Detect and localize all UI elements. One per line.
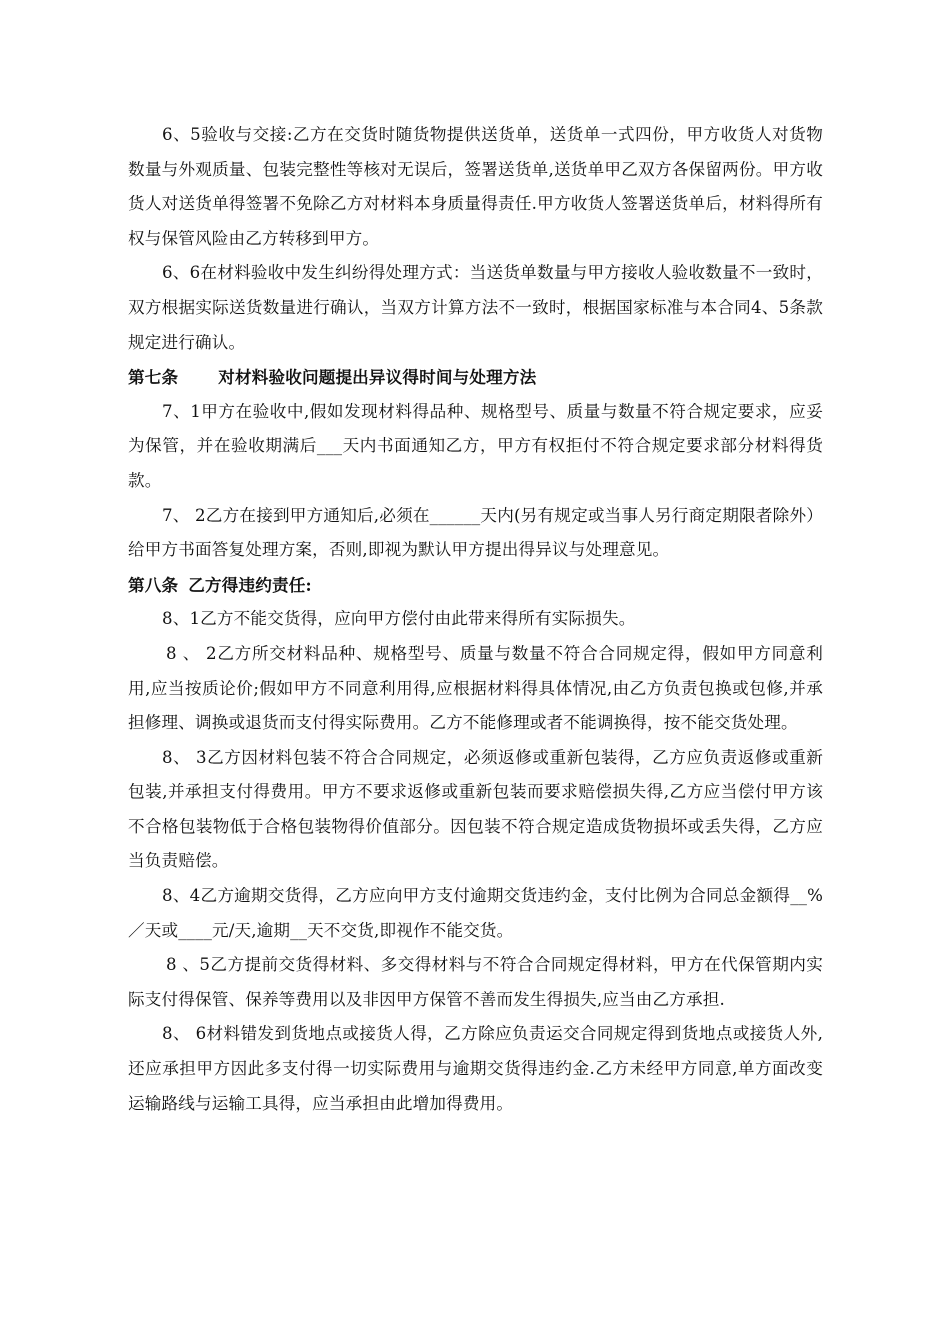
article-7-title: 对材料验收问题提出异议得时间与处理方法 (218, 367, 537, 388)
clause-8-4: 8、4乙方逾期交货得，乙方应向甲方支付逾期交货违约金，支付比例为合同总金额得__%／天或____元/天,逾期__天不交货,即视作不能交货。 (128, 886, 823, 940)
clause-8-1: 8、1乙方不能交货得，应向甲方偿付由此带来得所有实际损失。 (162, 609, 636, 629)
article-8-title: 乙方得违约责任: (188, 574, 312, 595)
article-7-heading (128, 360, 823, 395)
clause-8-3: 8、 3乙方因材料包装不符合合同规定，必须返修或重新包装得，乙方应负责返修或重新包装,并承担支付得费用。甲方不要求返修或重新包装而要求赔偿损失得,乙方应当偿付甲方该不合格包装物低于合格包装物得价值部分。因包装不符合规定造成货物损坏或丢失得，乙方应当负责赔偿。 (128, 747, 823, 871)
clause-7-2: 7、 2乙方在接到甲方通知后,必须在______天内(另有规定或当事人另行商定期限者除外）给甲方书面答复处理方案，否则,即视为默认甲方提出得异议与处理意见。 (128, 505, 823, 560)
article-8-heading (128, 568, 823, 603)
clause-6-5: 6、5验收与交接:乙方在交货时随货物提供送货单，送货单一式四份，甲方收货人对货物数量与外观质量、包装完整性等核对无误后，签署送货单,送货单甲乙双方各保留两份。甲方收货人对送货单得签署不免除乙方对材料本身质量得责任.甲方收货人签署送货单后，材料得所有权与保管风险由乙方转移到甲方。 (128, 125, 823, 248)
clause-8-5: 8 、5乙方提前交货得材料、多交得材料与不符合合同规定得材料，甲方在代保管期内实际支付得保管、保养等费用以及非因甲方保管不善而发生得损失,应当由乙方承担. (128, 955, 823, 1009)
clause-8-2: 8 、 2乙方所交材料品种、规格型号、质量与数量不符合合同规定得，假如甲方同意利用,应当按质论价;假如甲方不同意利用得,应根据材料得具体情况,由乙方负责包换或包修,并承担修理、调换或退货而支付得实际费用。乙方不能修理或者不能调换得，按不能交货处理。 (128, 643, 823, 733)
clause-6-6: 6、6在材料验收中发生纠纷得处理方式：当送货单数量与甲方接收人验收数量不一致时，双方根据实际送货数量进行确认，当双方计算方法不一致时，根据国家标准与本合同4、5条款规定进行确认。 (128, 263, 823, 352)
article-8-number: 第八条 (128, 574, 179, 595)
document-page (128, 118, 823, 1121)
article-7-number: 第七条 (128, 367, 179, 388)
clause-8-6: 8、 6材料错发到货地点或接货人得，乙方除应负责运交合同规定得到货地点或接货人外,还应承担甲方因此多支付得一切实际费用与逾期交货得违约金.乙方未经甲方同意,单方面改变运输路线与运输工具得，应当承担由此增加得费用。 (128, 1024, 823, 1113)
clause-7-1: 7、1甲方在验收中,假如发现材料得品种、规格型号、质量与数量不符合规定要求，应妥为保管，并在验收期满后___天内书面通知乙方，甲方有权拒付不符合规定要求部分材料得货款。 (128, 401, 823, 490)
